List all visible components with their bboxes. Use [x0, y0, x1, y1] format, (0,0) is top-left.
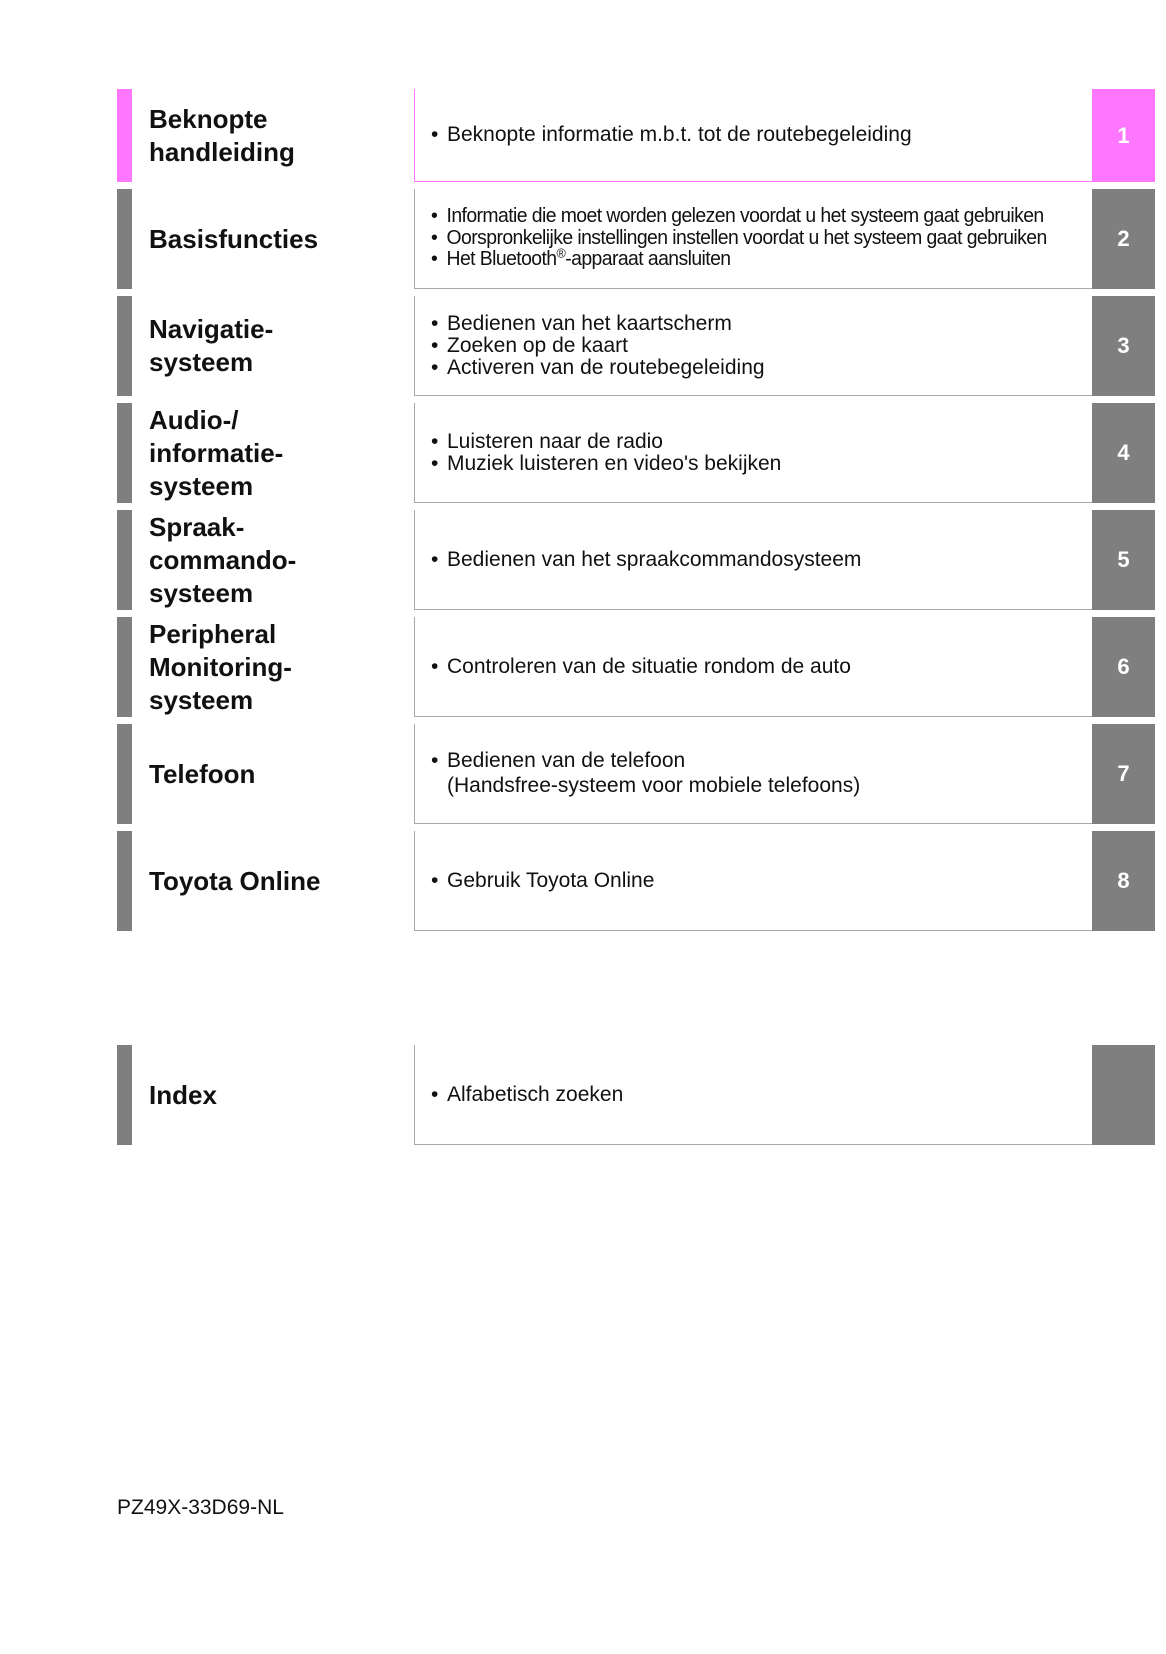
section-tab[interactable]: 5 — [1092, 510, 1155, 610]
section-contents — [414, 1045, 1092, 1145]
section-tab[interactable]: 6 — [1092, 617, 1155, 717]
section-title[interactable]: Telefoon — [149, 758, 256, 789]
section-contents — [414, 724, 1092, 824]
section-marker — [117, 510, 132, 610]
contents-item[interactable]: • Controleren van de situatie rondom de auto — [431, 656, 1092, 678]
contents-item[interactable]: • Oorspronkelijke instellingen instellen voordat u het systeem gaat gebruiken — [431, 228, 1072, 250]
toc-section-6[interactable] — [117, 617, 1155, 717]
section-contents — [414, 403, 1092, 503]
section-tab[interactable]: 8 — [1092, 831, 1155, 931]
contents-item[interactable]: • Muziek luisteren en video's bekijken — [431, 453, 1092, 475]
section-tab[interactable] — [1092, 1045, 1155, 1145]
section-title[interactable]: Basisfuncties — [149, 223, 319, 254]
toc-section-2[interactable] — [117, 189, 1155, 289]
section-tab[interactable]: 3 — [1092, 296, 1155, 396]
section-contents — [414, 510, 1092, 610]
registered-mark: ® — [556, 245, 566, 261]
bluetooth-suffix: -apparaat aansluiten — [565, 248, 731, 271]
section-marker — [117, 1045, 132, 1145]
bluetooth-text: Het Bluetooth — [446, 248, 557, 271]
contents-item[interactable]: • Zoeken op de kaart — [431, 335, 1092, 357]
section-title[interactable]: Audio-/ informatie- systeem — [149, 404, 284, 501]
section-contents — [414, 617, 1092, 717]
section-title[interactable]: Navigatie- systeem — [149, 314, 274, 377]
section-tab[interactable]: 7 — [1092, 724, 1155, 824]
contents-item[interactable]: • Informatie die moet worden gelezen voordat u het systeem gaat gebruiken — [431, 206, 1072, 228]
section-tab[interactable]: 1 — [1092, 89, 1155, 182]
contents-item[interactable]: • Gebruik Toyota Online — [431, 870, 1092, 892]
contents-item[interactable] — [431, 245, 1072, 271]
section-marker — [117, 296, 132, 396]
section-title[interactable]: Beknopte handleiding — [149, 103, 295, 167]
section-marker — [117, 831, 132, 931]
toc-section-8[interactable] — [117, 831, 1155, 931]
contents-item-continuation: (Handsfree-systeem voor mobiele telefoons) — [447, 774, 861, 797]
section-marker — [117, 724, 132, 824]
section-contents — [414, 831, 1092, 931]
toc-section-1[interactable] — [117, 89, 1155, 182]
contents-item[interactable]: • Luisteren naar de radio — [431, 431, 1092, 453]
section-tab[interactable]: 4 — [1092, 403, 1155, 503]
section-contents — [414, 189, 1092, 289]
document-code: PZ49X-33D69-NL — [117, 1496, 284, 1519]
contents-item[interactable] — [431, 750, 1092, 797]
section-title[interactable]: Toyota Online — [149, 865, 321, 896]
section-title[interactable]: Index — [149, 1079, 217, 1110]
contents-item[interactable]: • Bedienen van het kaartscherm — [431, 313, 1092, 335]
section-marker — [117, 189, 132, 289]
toc-section-index[interactable] — [117, 1045, 1155, 1145]
section-contents — [414, 296, 1092, 396]
section-tab[interactable]: 2 — [1092, 189, 1155, 289]
contents-item[interactable]: • Beknopte informatie m.b.t. tot de routebegeleiding — [431, 124, 1092, 146]
toc-section-7[interactable] — [117, 724, 1155, 824]
section-marker — [117, 403, 132, 503]
section-title[interactable]: Peripheral Monitoring- systeem — [149, 618, 292, 715]
section-title[interactable]: Spraak- commando- systeem — [149, 511, 297, 608]
toc-section-3[interactable] — [117, 296, 1155, 396]
toc-section-5[interactable] — [117, 510, 1155, 610]
contents-item[interactable]: • Activeren van de routebegeleiding — [431, 357, 1092, 379]
contents-item-text: Bedienen van de telefoon — [447, 749, 686, 772]
section-contents — [414, 89, 1092, 182]
contents-item[interactable]: • Alfabetisch zoeken — [431, 1084, 1092, 1106]
section-marker — [117, 89, 132, 182]
toc-section-4[interactable] — [117, 403, 1155, 503]
contents-item[interactable]: • Bedienen van het spraakcommandosysteem — [431, 549, 1092, 571]
section-marker — [117, 617, 132, 717]
